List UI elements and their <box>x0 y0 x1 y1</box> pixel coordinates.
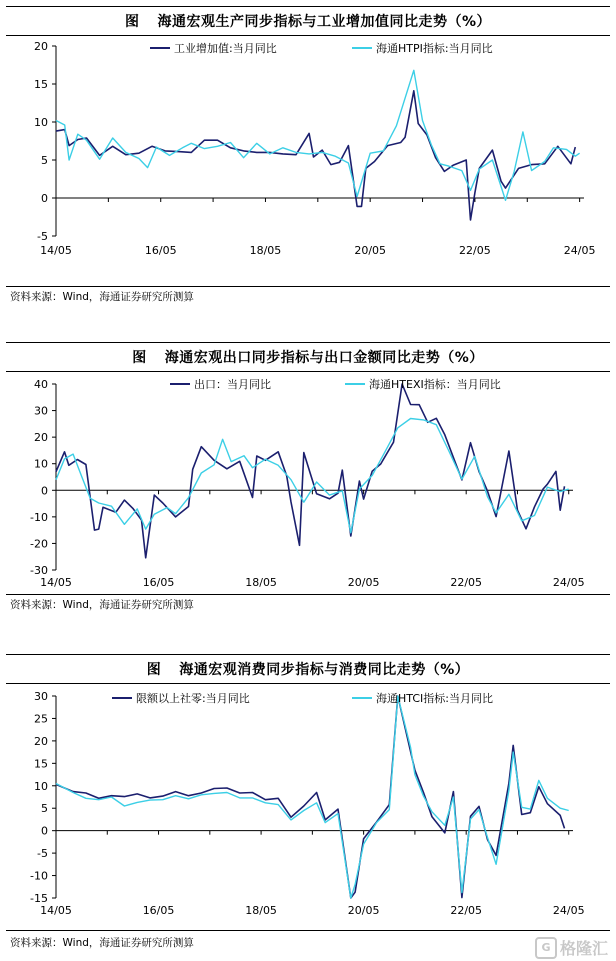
x-tick-label: 20/05 <box>347 576 380 589</box>
series-line-1 <box>56 696 565 898</box>
x-tick-label: 22/05 <box>450 576 483 589</box>
x-tick-label: 20/05 <box>347 904 380 917</box>
x-tick-label: 22/05 <box>459 244 491 257</box>
chart-title: 海通宏观生产同步指标与工业增加值同比走势（%） <box>157 14 492 30</box>
y-tick-label: 5 <box>41 154 48 167</box>
x-tick-label: 24/05 <box>552 904 585 917</box>
x-tick-label: 18/05 <box>249 244 282 257</box>
chart-title: 海通宏观出口同步指标与出口金额同比走势（%） <box>164 350 484 366</box>
y-tick-label: 25 <box>34 712 48 726</box>
figure-label: 图 <box>132 350 147 366</box>
chart-panel-export <box>0 338 616 628</box>
y-tick-label: 20 <box>34 40 48 53</box>
y-tick-label: 5 <box>41 802 48 816</box>
y-tick-label: -10 <box>30 510 48 524</box>
chart-title-bar <box>6 654 610 684</box>
y-tick-label: 20 <box>34 734 48 748</box>
x-tick-label: 18/05 <box>245 904 277 917</box>
y-tick-label: -5 <box>37 847 48 861</box>
legend-label: 海通HTEXI指标：当月同比 <box>369 378 501 391</box>
source-note: 资料来源：Wind，海通证券研究所测算 <box>10 599 194 611</box>
y-tick-label: 0 <box>41 484 48 498</box>
x-tick-label: 16/05 <box>142 904 175 917</box>
line-chart-consumption <box>0 684 616 918</box>
legend-label: 限额以上社零:当月同比 <box>136 692 250 705</box>
x-tick-label: 16/05 <box>142 576 175 589</box>
line-chart-export <box>0 372 616 590</box>
y-tick-label: 15 <box>34 757 48 771</box>
y-tick-label: 10 <box>34 116 48 129</box>
y-tick-label: 30 <box>34 690 48 703</box>
y-tick-label: 0 <box>41 192 48 205</box>
y-tick-label: 10 <box>34 457 48 471</box>
y-tick-label: 40 <box>34 378 48 391</box>
x-tick-label: 22/05 <box>450 904 483 917</box>
x-tick-label: 24/05 <box>563 244 596 257</box>
x-tick-label: 18/05 <box>245 576 277 589</box>
x-tick-label: 14/05 <box>40 576 72 589</box>
figure-label: 图 <box>124 14 140 30</box>
y-tick-label: -10 <box>30 869 48 883</box>
series-line-2 <box>56 419 569 533</box>
legend-label: 出口：当月同比 <box>194 378 271 391</box>
legend-label: 工业增加值:当月同比 <box>174 42 277 55</box>
y-tick-label: 30 <box>34 404 48 418</box>
x-tick-label: 16/05 <box>144 244 177 257</box>
x-tick-label: 24/05 <box>552 576 585 589</box>
x-tick-label: 20/05 <box>354 244 387 257</box>
y-tick-label: 10 <box>34 779 48 793</box>
figure-label: 图 <box>146 662 162 678</box>
y-tick-label: -15 <box>30 892 48 905</box>
watermark-mark: G <box>535 937 557 959</box>
divider <box>6 286 610 287</box>
y-tick-label: 0 <box>41 824 48 838</box>
chart-panel-consumption <box>0 650 616 961</box>
divider <box>6 594 610 595</box>
x-tick-label: 14/05 <box>40 904 72 917</box>
y-tick-label: 15 <box>34 78 48 91</box>
line-chart-production <box>0 36 616 272</box>
series-line-1 <box>56 384 565 558</box>
source-note: 资料来源：Wind，海通证券研究所测算 <box>10 291 194 303</box>
watermark-logo <box>535 936 608 959</box>
y-tick-label: -5 <box>37 230 48 243</box>
chart-title-bar <box>6 342 610 372</box>
chart-title: 海通宏观消费同步指标与消费同比走势（%） <box>179 662 470 678</box>
legend-label: 海通HTCI指标:当月同比 <box>376 692 493 705</box>
watermark-text: 格隆汇 <box>559 939 608 958</box>
chart-panel-production <box>0 0 616 318</box>
chart-title-bar <box>6 6 610 36</box>
y-tick-label: 20 <box>34 431 48 445</box>
x-tick-label: 14/05 <box>40 244 72 257</box>
divider <box>6 930 610 931</box>
source-note: 资料来源：Wind，海通证券研究所测算 <box>10 937 194 949</box>
y-tick-label: -30 <box>30 564 48 577</box>
legend-label: 海通HTPI指标:当月同比 <box>376 42 493 55</box>
y-tick-label: -20 <box>30 537 48 551</box>
